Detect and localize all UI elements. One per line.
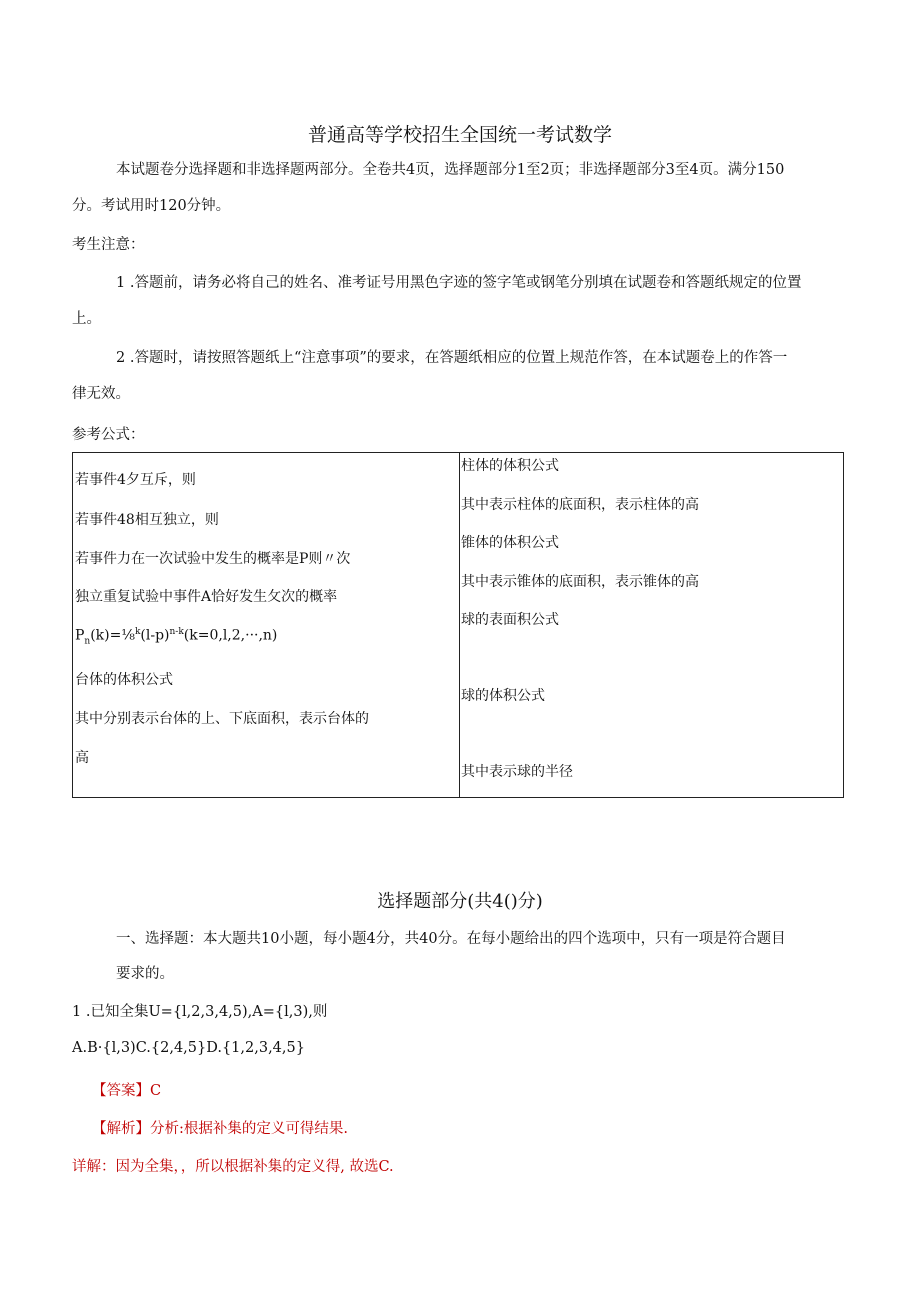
section-instruction-line-1: 一、选择题：本大题共10小题，每小题4分，共40分。在每小题给出的四个选项中，只有一项是符合题目 <box>116 931 786 947</box>
right-cell-sphere-area: 球的表面积公式 <box>461 612 559 628</box>
right-cell-pyramid-explain: 其中表示锥体的底面积，表示锥体的高 <box>461 574 699 590</box>
left-cell-frustum-explain: 其中分别表示台体的上、下底面积，表示台体的 <box>75 711 369 727</box>
right-cell-sphere-volume: 球的体积公式 <box>461 688 545 704</box>
question-1-detail: 详解：因为全集，，所以根据补集的定义得, 故选C. <box>72 1159 394 1175</box>
left-cell-independent: 若事件48相互独立，则 <box>75 512 219 528</box>
left-cell-repeated-trials: 独立重复试验中事件A恰好发生攵次的概率 <box>75 589 338 605</box>
question-1-analysis <box>92 1117 348 1138</box>
analysis-text: 分析:根据补集的定义可得结果. <box>150 1121 348 1137</box>
document-title: 普通高等学校招生全国统一考试数学 <box>307 124 612 146</box>
binomial-formula: $P_n(k)=\frac{1}{8}^k(l-p)^{n-k}(k=0,l,2,\cdot\cdot\cdot,n)$ <box>75 627 278 647</box>
notice-item-2 <box>72 340 852 412</box>
question-1-answer <box>92 1079 161 1100</box>
formula-heading: 参考公式： <box>72 427 145 443</box>
notice-heading: 考生注意： <box>72 237 145 253</box>
answer-value: C <box>150 1083 162 1099</box>
left-cell-mutually-exclusive: 若事件4夕互斥，则 <box>75 472 196 488</box>
intro-paragraph <box>72 152 852 224</box>
intro-line-2: 分。考试用时120分钟。 <box>72 198 231 214</box>
question-1-stem: 1 .已知全集U={l,2,3,4,5),A={l,3),则 <box>72 1004 328 1020</box>
right-cell-prism-explain: 其中表示柱体的底面积，表示柱体的高 <box>461 497 699 513</box>
analysis-label: 【解析】 <box>92 1121 150 1137</box>
section-title: 选择题部分(共4()分) <box>377 891 543 912</box>
notice-2-line-1: 2 .答题时，请按照答题纸上“注意事项”的要求，在答题纸相应的位置上规范作答，在本试题卷上的作答一 <box>116 350 788 366</box>
question-1-options: A.B·{l,3)C.{2,4,5}D.{1,2,3,4,5} <box>72 1040 305 1056</box>
formula-table <box>72 452 844 798</box>
notice-1-line-2: 上。 <box>72 311 101 327</box>
answer-label: 【答案】 <box>92 1083 150 1099</box>
left-cell-frustum-volume: 台体的体积公式 <box>75 672 173 688</box>
section-instruction-line-2: 要求的。 <box>116 966 174 982</box>
right-cell-pyramid-volume: 锥体的体积公式 <box>461 535 559 551</box>
notice-2-line-2: 律无效。 <box>72 386 130 402</box>
intro-line-1: 本试题卷分选择题和非选择题两部分。全卷共4页，选择题部分1至2页；非选择题部分3至4页。满分150 <box>116 162 785 178</box>
left-cell-frustum-height: 高 <box>75 750 89 766</box>
left-cell-probability: 若事件力在一次试验中发生的概率是P则〃次 <box>75 551 351 567</box>
right-cell-sphere-radius: 其中表示球的半径 <box>461 764 573 780</box>
right-cell-prism-volume: 柱体的体积公式 <box>461 458 559 474</box>
notice-item-1 <box>72 265 852 337</box>
table-divider <box>459 453 460 797</box>
notice-1-line-1: 1 .答题前，请务必将自己的姓名、准考证号用黑色字迹的签字笔或钢笔分别填在试题卷和答题纸规定的位置 <box>116 275 802 291</box>
